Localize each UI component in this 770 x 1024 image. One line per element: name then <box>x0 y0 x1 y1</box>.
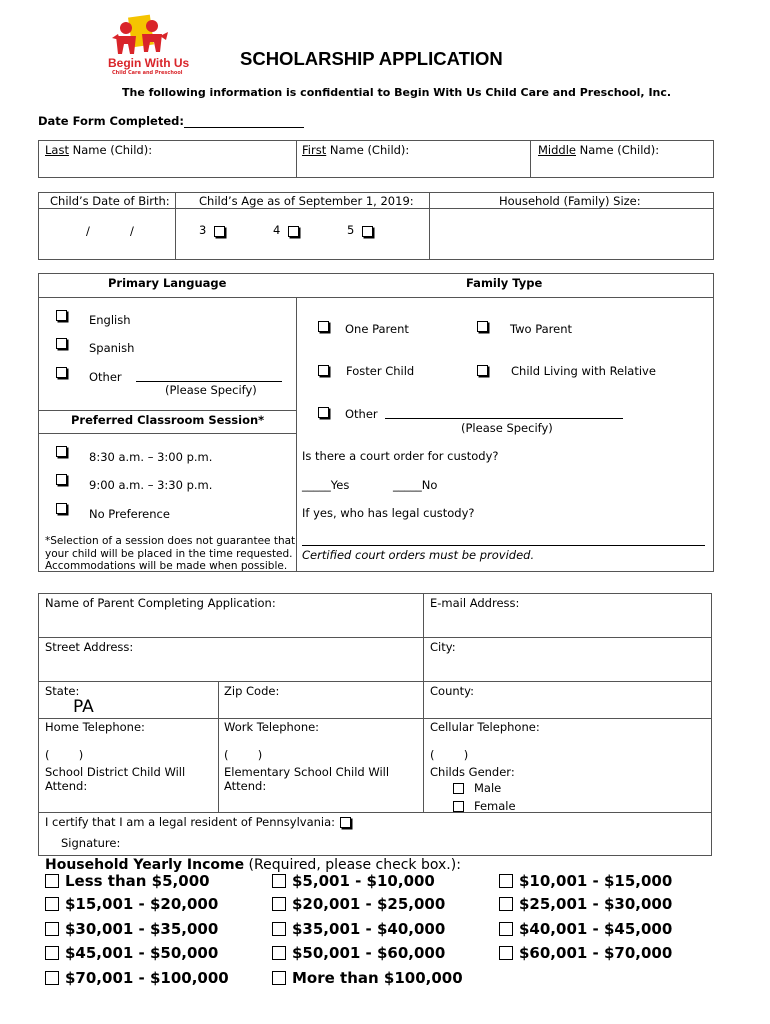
residency-certify[interactable]: I certify that I am a legal resident of Pennsylvania: <box>45 815 351 829</box>
income-checkbox[interactable] <box>45 897 59 911</box>
custody-question: Is there a court order for custody? <box>302 449 499 463</box>
street-address-field[interactable]: Street Address: <box>45 640 134 654</box>
relative-label: Child Living with Relative <box>511 364 656 378</box>
age-option-3[interactable]: 3 <box>199 223 225 237</box>
logo-brand: Begin With Us <box>108 56 190 70</box>
work-tel-field[interactable]: ( ) <box>224 748 263 762</box>
two-parent-label: Two Parent <box>510 322 573 336</box>
home-tel-field[interactable]: ( ) <box>45 748 84 762</box>
income-checkbox[interactable] <box>272 946 286 960</box>
cell-tel-label: Cellular Telephone: <box>430 720 540 734</box>
custody-who-field[interactable] <box>302 545 705 546</box>
dob-label: Child’s Date of Birth: <box>50 194 170 208</box>
income-option[interactable]: $20,001 - $25,000 <box>272 895 445 913</box>
age-3-checkbox[interactable] <box>214 226 225 237</box>
family-other[interactable] <box>318 407 329 421</box>
logo <box>104 14 192 80</box>
language-other-label: Other <box>89 370 122 384</box>
language-english-label: English <box>89 313 131 327</box>
income-checkbox[interactable] <box>272 971 286 985</box>
age-option-4[interactable]: 4 <box>273 223 299 237</box>
session-option-3-label: No Preference <box>89 507 170 521</box>
family-foster-child[interactable] <box>318 365 329 379</box>
zip-field[interactable]: Zip Code: <box>224 684 280 698</box>
residency-checkbox[interactable] <box>340 817 351 828</box>
income-checkbox[interactable] <box>272 897 286 911</box>
income-option[interactable]: $15,001 - $20,000 <box>45 895 218 913</box>
income-option[interactable]: More than $100,000 <box>272 969 463 987</box>
language-english[interactable] <box>56 310 67 324</box>
language-spanish[interactable] <box>56 338 67 352</box>
family-other-field[interactable] <box>385 418 623 419</box>
two-parent-checkbox[interactable] <box>477 321 488 332</box>
income-option[interactable]: $35,001 - $40,000 <box>272 920 445 938</box>
session-option-1-label: 8:30 a.m. – 3:00 p.m. <box>89 450 213 464</box>
state-label: State: <box>45 684 80 698</box>
income-checkbox[interactable] <box>45 971 59 985</box>
middle-name-field[interactable]: Middle Name (Child): <box>538 143 660 157</box>
foster-child-checkbox[interactable] <box>318 365 329 376</box>
income-checkbox[interactable] <box>272 922 286 936</box>
session-heading: Preferred Classroom Session* <box>71 413 265 427</box>
session-option-3[interactable] <box>56 503 67 517</box>
income-option[interactable]: $25,001 - $30,000 <box>499 895 672 913</box>
family-relative[interactable] <box>477 365 488 379</box>
state-value[interactable]: PA <box>73 697 94 717</box>
age-5-checkbox[interactable] <box>362 226 373 237</box>
session-note: *Selection of a session does not guarantee that your child will be placed in the time requested. Accommodations will be made when possible. <box>45 535 296 572</box>
family-type-heading: Family Type <box>466 276 543 290</box>
session-option-1[interactable] <box>56 446 67 460</box>
family-one-parent[interactable] <box>318 321 329 335</box>
household-size-label: Household (Family) Size: <box>499 194 641 208</box>
other-language-field[interactable] <box>136 381 282 382</box>
gender-male[interactable]: Male <box>453 781 501 795</box>
relative-checkbox[interactable] <box>477 365 488 376</box>
other-language-checkbox[interactable] <box>56 367 67 378</box>
primary-language-heading: Primary Language <box>108 276 227 290</box>
elementary-school-field[interactable]: Elementary School Child Will Attend: <box>224 765 390 793</box>
age-option-5[interactable]: 5 <box>347 223 373 237</box>
income-option[interactable]: $10,001 - $15,000 <box>499 872 672 890</box>
dob-slash-2: / <box>130 224 134 238</box>
income-option[interactable]: $30,001 - $35,000 <box>45 920 218 938</box>
one-parent-label: One Parent <box>345 322 409 336</box>
income-checkbox[interactable] <box>45 922 59 936</box>
custody-who: If yes, who has legal custody? <box>302 506 475 520</box>
page-title: SCHOLARSHIP APPLICATION <box>240 48 503 69</box>
spanish-checkbox[interactable] <box>56 338 67 349</box>
logo-tagline: Child Care and Preschool <box>112 70 183 76</box>
date-completed-field[interactable] <box>184 127 304 128</box>
income-checkbox[interactable] <box>45 874 59 888</box>
female-checkbox[interactable] <box>453 801 464 812</box>
family-please-specify: (Please Specify) <box>461 421 553 435</box>
one-parent-checkbox[interactable] <box>318 321 329 332</box>
signature-field[interactable]: Signature: <box>61 836 121 850</box>
age-4-checkbox[interactable] <box>288 226 299 237</box>
dob-slash-1: / <box>86 224 90 238</box>
custody-no[interactable]: _____No <box>393 478 438 492</box>
gender-female[interactable]: Female <box>453 799 516 813</box>
first-name-field[interactable]: First Name (Child): <box>302 143 410 157</box>
male-checkbox[interactable] <box>453 783 464 794</box>
language-other[interactable] <box>56 367 67 381</box>
foster-child-label: Foster Child <box>346 364 415 378</box>
income-option[interactable]: $40,001 - $45,000 <box>499 920 672 938</box>
income-heading: Household Yearly Income (Required, please check box.): <box>45 857 461 873</box>
session-option-2-label: 9:00 a.m. – 3:30 p.m. <box>89 478 213 492</box>
income-checkbox[interactable] <box>499 897 513 911</box>
language-please-specify: (Please Specify) <box>165 383 257 397</box>
logo-figures-icon <box>104 14 192 62</box>
date-completed-label: Date Form Completed: <box>38 114 184 128</box>
school-district-field[interactable]: School District Child Will Attend: <box>45 765 186 793</box>
age-label: Child’s Age as of September 1, 2019: <box>199 194 414 208</box>
language-spanish-label: Spanish <box>89 341 135 355</box>
income-checkbox[interactable] <box>45 946 59 960</box>
family-two-parent[interactable] <box>477 321 488 335</box>
income-checkbox[interactable] <box>499 922 513 936</box>
income-option[interactable]: Less than $5,000 <box>45 872 210 890</box>
income-checkbox[interactable] <box>499 874 513 888</box>
income-option[interactable]: $60,001 - $70,000 <box>499 944 672 962</box>
no-preference-checkbox[interactable] <box>56 503 67 514</box>
income-option[interactable]: $5,001 - $10,000 <box>272 872 435 890</box>
session-option-2[interactable] <box>56 474 67 488</box>
work-tel-label: Work Telephone: <box>224 720 320 734</box>
custody-yes[interactable]: _____Yes <box>302 478 350 492</box>
last-name-field[interactable]: Last Name (Child): <box>45 143 153 157</box>
home-tel-label: Home Telephone: <box>45 720 145 734</box>
income-checkbox[interactable] <box>499 946 513 960</box>
income-checkbox[interactable] <box>272 874 286 888</box>
session-830-checkbox[interactable] <box>56 446 67 457</box>
confidential-note: The following information is confidential to Begin With Us Child Care and Preschool, Inc. <box>122 86 672 99</box>
income-option[interactable]: $50,001 - $60,000 <box>272 944 445 962</box>
family-other-label: Other <box>345 407 378 421</box>
session-900-checkbox[interactable] <box>56 474 67 485</box>
family-other-checkbox[interactable] <box>318 407 329 418</box>
certified-note: Certified court orders must be provided. <box>302 548 535 562</box>
gender-label: Childs Gender: <box>430 765 515 779</box>
parent-name-field[interactable]: Name of Parent Completing Application: <box>45 596 276 610</box>
email-field[interactable]: E-mail Address: <box>430 596 520 610</box>
city-field[interactable]: City: <box>430 640 456 654</box>
county-field[interactable]: County: <box>430 684 474 698</box>
income-option[interactable]: $70,001 - $100,000 <box>45 969 229 987</box>
english-checkbox[interactable] <box>56 310 67 321</box>
cell-tel-field[interactable]: ( ) <box>430 748 469 762</box>
income-option[interactable]: $45,001 - $50,000 <box>45 944 218 962</box>
